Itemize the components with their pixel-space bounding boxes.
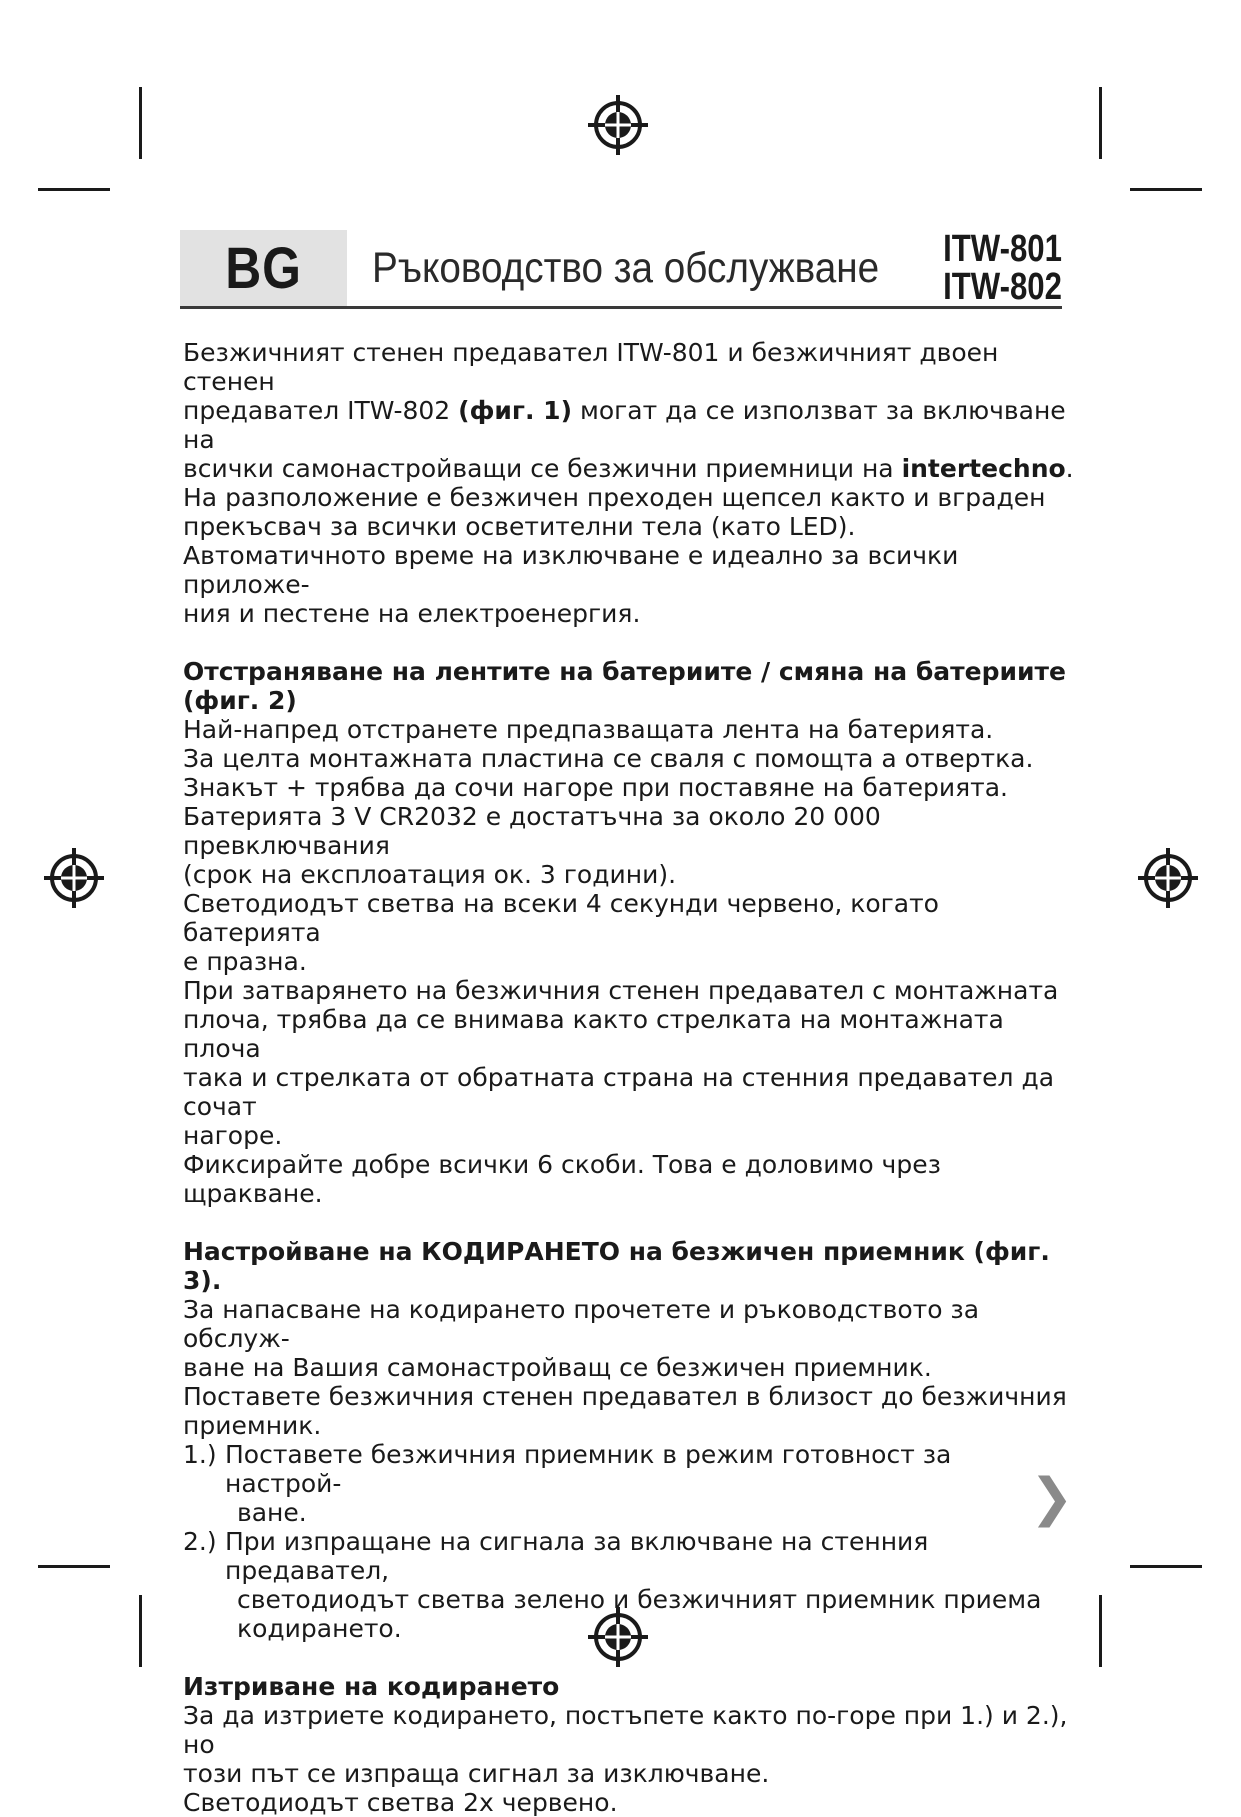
registration-mark-right-icon bbox=[1138, 848, 1198, 908]
brand-name: intertechno bbox=[901, 454, 1066, 483]
list-item-text: ване. bbox=[237, 1498, 307, 1527]
battery-line: Най-напред отстранете предпазващата лента на батерията. bbox=[183, 715, 994, 744]
crop-mark-bottom-right-vertical bbox=[1099, 1595, 1102, 1667]
crop-mark-top-left-horizontal bbox=[38, 188, 110, 191]
battery-line: (срок на експлоатация ок. 3 години). bbox=[183, 860, 677, 889]
battery-line: За целта монтажната пластина се сваля с помощта а отвертка. bbox=[183, 744, 1034, 773]
model-numbers bbox=[917, 230, 1062, 306]
model-number-1: ITW-801 bbox=[943, 228, 1062, 270]
intro-line bbox=[183, 454, 1083, 483]
page-title: Ръководство за обслужване bbox=[372, 244, 880, 292]
list-item-text: светодиодът светва зелено и безжичният приемник приема bbox=[237, 1585, 1042, 1614]
battery-line: При затварянето на безжичния стенен предавател с монтажната bbox=[183, 976, 1059, 1005]
intro-line: ния и пестене на електроенергия. bbox=[183, 599, 641, 628]
list-item-text: Поставете безжичния приемник в режим готовност за настрой- bbox=[225, 1440, 952, 1498]
crop-mark-top-left-vertical bbox=[139, 87, 142, 159]
erase-line: този път се изпраща сигнал за изключване. bbox=[183, 1759, 770, 1788]
page-header bbox=[180, 230, 1062, 309]
text-span: . bbox=[1065, 454, 1074, 483]
list-item bbox=[183, 1440, 1083, 1527]
coding-section bbox=[183, 1237, 1083, 1643]
figure-ref: (фиг. 1) bbox=[458, 396, 573, 425]
battery-section bbox=[183, 657, 1083, 1208]
battery-line: Знакът + трябва да сочи нагоре при поставяне на батерията. bbox=[183, 773, 1008, 802]
battery-heading: Отстраняване на лентите на батериите / смяна на батериите (фиг. 2) bbox=[183, 657, 1066, 715]
battery-line: Светодиодът светва на всеки 4 секунди червено, когато батерията bbox=[183, 889, 939, 947]
crop-mark-top-right-horizontal bbox=[1130, 188, 1202, 191]
registration-mark-top-icon bbox=[588, 95, 648, 155]
language-code: BG bbox=[225, 235, 302, 301]
battery-line: така и стрелката от обратната страна на стенния предавател да сочат bbox=[183, 1063, 1055, 1121]
registration-mark-left-icon bbox=[44, 848, 104, 908]
erase-line: Светодиодът светва 2х червено. bbox=[183, 1788, 618, 1817]
list-item bbox=[183, 1527, 1083, 1643]
battery-line: Фиксирайте добре всички 6 скоби. Това е доловимо чрез щракване. bbox=[183, 1150, 941, 1208]
battery-line: е празна. bbox=[183, 947, 307, 976]
crop-mark-top-right-vertical bbox=[1099, 87, 1102, 159]
erase-heading: Изтриване на кодирането bbox=[183, 1672, 560, 1701]
model-number-2: ITW-802 bbox=[943, 266, 1062, 308]
crop-mark-bottom-right-horizontal bbox=[1130, 1565, 1202, 1568]
text-span: предавател ITW-802 bbox=[183, 396, 459, 425]
erase-line: За да изтриете кодирането, постъпете както по-горе при 1.) и 2.), но bbox=[183, 1701, 1068, 1759]
list-item-number: 2.) bbox=[183, 1527, 217, 1556]
list-item-text: кодирането. bbox=[237, 1614, 402, 1643]
coding-line: приемник. bbox=[183, 1411, 322, 1440]
crop-mark-bottom-left-horizontal bbox=[38, 1565, 110, 1568]
intro-line: прекъсвач за всички осветителни тела (като LED). bbox=[183, 512, 856, 541]
list-item-text: При изпращане на сигнала за включване на стенния предавател, bbox=[225, 1527, 929, 1585]
intro-line bbox=[183, 396, 1083, 454]
coding-line: Поставете безжичния стенен предавател в близост до безжичния bbox=[183, 1382, 1067, 1411]
coding-heading: Настройване на КОДИРАНЕТО на безжичен приемник (фиг. 3). bbox=[183, 1237, 1050, 1295]
erase-section bbox=[183, 1672, 1083, 1817]
coding-line: ване на Вашия самонастройващ се безжичен приемник. bbox=[183, 1353, 932, 1382]
language-badge bbox=[180, 230, 347, 306]
intro-line: Безжичният стенен предавател ITW-801 и безжичният двоен стенен bbox=[183, 338, 999, 396]
intro-line: Автоматичното време на изключване е идеално за всички приложе- bbox=[183, 541, 959, 599]
battery-line: плоча, трябва да се внимава както стрелката на монтажната плоча bbox=[183, 1005, 1004, 1063]
text-span: могат да се използват за включване на bbox=[183, 396, 1066, 454]
coding-line: За напасване на кодирането прочетете и ръководството за обслуж- bbox=[183, 1295, 980, 1353]
crop-mark-bottom-left-vertical bbox=[139, 1595, 142, 1667]
text-span: всички самонастройващи се безжични приемници на bbox=[183, 454, 902, 483]
battery-line: нагоре. bbox=[183, 1121, 283, 1150]
list-item-number: 1.) bbox=[183, 1440, 217, 1469]
document-body bbox=[183, 338, 1083, 1817]
intro-section bbox=[183, 338, 1083, 628]
intro-line: На разположение е безжичен преходен щепсел както и вграден bbox=[183, 483, 1046, 512]
next-page-chevron-icon[interactable]: ❯ bbox=[1030, 1468, 1074, 1528]
battery-line: Батерията 3 V CR2032 е достатъчна за около 20 000 превключвания bbox=[183, 802, 881, 860]
